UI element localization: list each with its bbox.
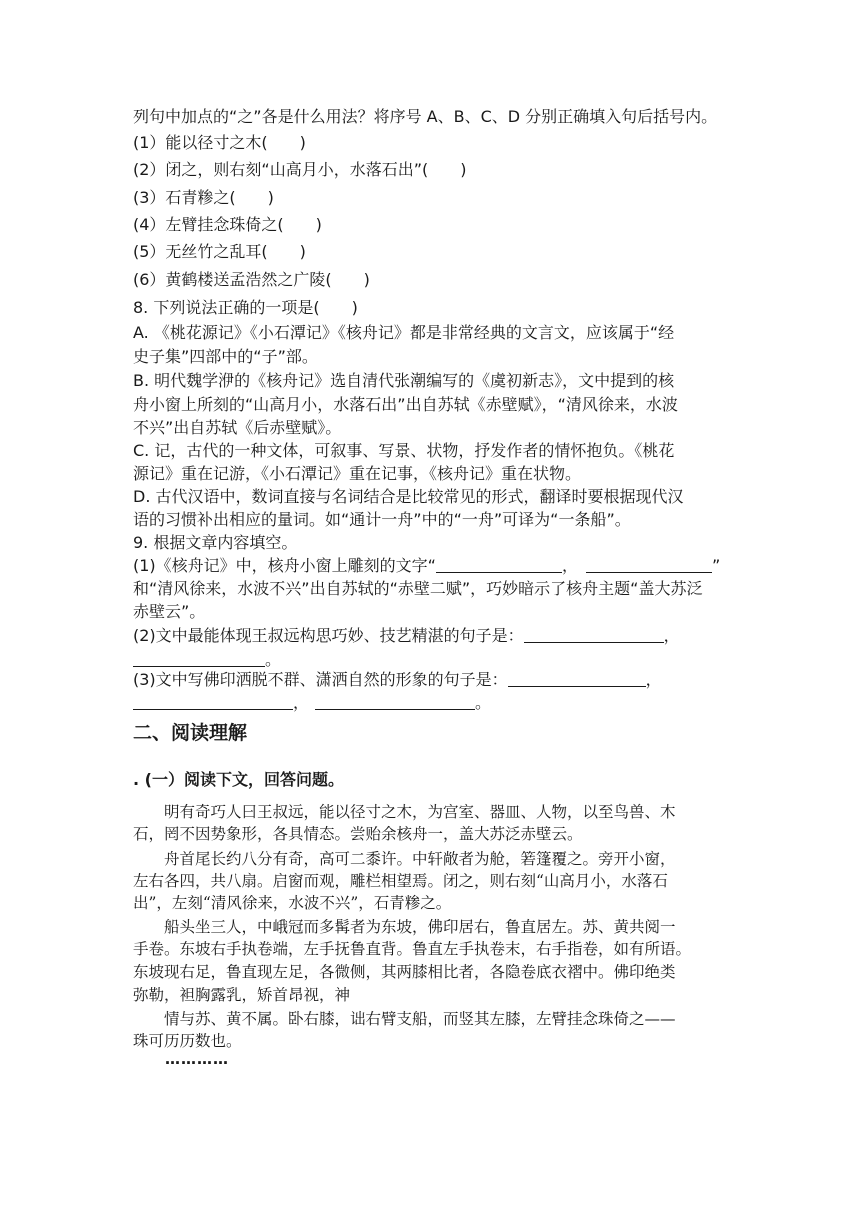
q9-part3-prefix: (3)文中写佛印洒脱不群、潇洒自然的形象的句子是： (133, 670, 508, 689)
answer-blank[interactable] (315, 694, 475, 710)
question-7-item-2: (2）闭之，则右刻“山高月小，水落石出”( ) (133, 160, 467, 179)
question-9-part-2-line-2 (133, 650, 281, 670)
passage-instruction: . (一）阅读下文，回答问题。 (133, 770, 344, 789)
q9-part2-prefix: (2)文中最能体现王叔远构思巧妙、技艺精湛的句子是： (133, 626, 524, 645)
section-heading-reading: 二、阅读理解 (133, 722, 248, 744)
passage-line: 明有奇巧人曰王叔远，能以径寸之木，为宫室、器皿、人物，以至鸟兽、木 (133, 803, 676, 821)
passage-line: 舟首尾长约八分有奇，高可二黍许。中轩敞者为舱，箬篷覆之。旁开小窗， (133, 850, 676, 868)
question-9-part-1-line-1 (133, 556, 720, 576)
option-a-line-1: A. 《桃花源记》《小石潭记》《核舟记》都是非常经典的文言文，应该属于“经 (133, 323, 675, 342)
passage-line: 珠可历历数也。 (133, 1032, 242, 1050)
option-a-line-2: 史子集”四部中的“子”部。 (133, 347, 318, 366)
option-b-line-2: 舟小窗上所刻的“山高月小，水落石出”出自苏轼《赤壁赋》，“清风徐来，水波 (133, 395, 678, 414)
passage-line: 情与苏、黄不属。卧右膝，诎右臂支船，而竖其左膝，左臂挂念珠倚之—— (133, 1010, 676, 1028)
comma: ， (561, 556, 578, 575)
option-b-line-1: B. 明代魏学洢的《核舟记》选自清代张潮编写的《虞初新志》，文中提到的核 (133, 371, 675, 390)
comma: ， (663, 626, 680, 645)
question-7-item-5: (5）无丝竹之乱耳( ) (133, 242, 306, 261)
question-9-part-2-line-1 (133, 626, 680, 646)
close-quote: ” (711, 556, 721, 575)
option-b-line-3: 不兴”出自苏轼《后赤壁赋》。 (133, 418, 342, 437)
comma: ， (293, 693, 310, 712)
passage-line: 左右各四，共八扇。启窗而观，雕栏相望焉。闭之，则右刻“山高月小，水落石 (133, 872, 668, 890)
answer-blank[interactable] (508, 671, 646, 687)
question-7-intro: 列句中加点的“之”各是什么用法？将序号 A、B、C、D 分别正确填入句后括号内。 (133, 107, 718, 126)
question-9-part-1-line-3: 赤壁云”。 (133, 602, 206, 621)
q9-part1-prefix: (1)《核舟记》中，核舟小窗上雕刻的文字“ (133, 556, 436, 575)
passage-line: 石，罔不因势象形，各具情态。尝贻余核舟一，盖大苏泛赤壁云。 (133, 825, 583, 843)
question-9-part-3-line-2 (133, 693, 491, 713)
period: 。 (475, 693, 492, 712)
answer-blank[interactable] (133, 651, 265, 667)
passage-line: 出”，左刻“清风徐来，水波不兴”，石青糁之。 (133, 894, 452, 912)
passage-line: 弥勒，袒胸露乳，矫首昂视，神 (133, 986, 351, 1004)
passage-line: 东坡现右足，鲁直现左足，各微侧，其两膝相比者，各隐卷底衣褶中。佛印绝类 (133, 963, 676, 981)
question-9-part-1-line-2: 和“清风徐来，水波不兴”出自苏轼的“赤壁二赋”，巧妙暗示了核舟主题“盖大苏泛 (133, 579, 703, 598)
answer-blank[interactable] (586, 557, 712, 573)
passage-line: 船头坐三人，中峨冠而多髯者为东坡，佛印居右，鲁直居左。苏、黄共阅一 (133, 918, 676, 936)
answer-blank[interactable] (524, 627, 664, 643)
question-9-part-3-line-1 (133, 670, 662, 690)
question-9-stem: 9. 根据文章内容填空。 (133, 533, 298, 552)
comma: ， (645, 670, 662, 689)
ellipsis: ………… (165, 1050, 229, 1068)
answer-blank[interactable] (436, 557, 562, 573)
option-d-line-2: 语的习惯补出相应的量词。如“通计一舟”中的“一舟”可译为“一条船”。 (133, 510, 631, 529)
option-d-line-1: D. 古代汉语中，数词直接与名词结合是比较常见的形式，翻译时要根据现代汉 (133, 487, 684, 506)
question-7-item-4: (4）左臂挂念珠倚之( ) (133, 215, 322, 234)
question-7-item-6: (6）黄鹤楼送孟浩然之广陵( ) (133, 270, 370, 289)
option-c-line-2: 源记》重在记游，《小石潭记》重在记事，《核舟记》重在状物。 (133, 464, 582, 483)
period: 。 (265, 650, 282, 669)
question-8-stem: 8. 下列说法正确的一项是( ) (133, 298, 358, 317)
answer-blank[interactable] (133, 694, 293, 710)
option-c-line-1: C. 记，古代的一种文体，可叙事、写景、状物，抒发作者的情怀抱负。《桃花 (133, 441, 675, 460)
question-7-item-3: (3）石青糁之( ) (133, 188, 274, 207)
question-7-item-1: (1）能以径寸之木( ) (133, 133, 306, 152)
passage-line: 手卷。东坡右手执卷端，左手抚鲁直背。鲁直左手执卷末，右手指卷，如有所语。 (133, 940, 692, 958)
